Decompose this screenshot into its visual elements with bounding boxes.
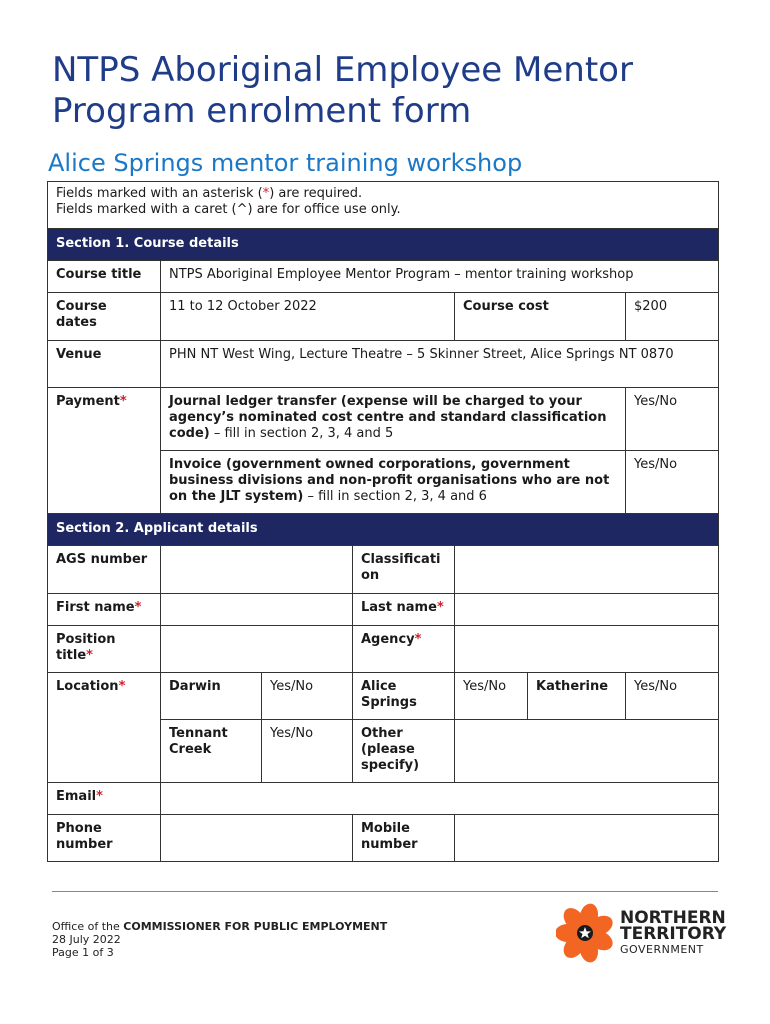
footer-date: 28 July 2022 [52,933,121,946]
agency-label: Agency* [353,626,455,673]
last-name-label: Last name* [353,594,455,626]
course-cost-label: Course cost [455,293,626,341]
ags-number-label: AGS number [48,546,161,594]
location-tennant-creek-yes-no[interactable]: Yes/No [262,720,353,783]
footer-office: Office of the COMMISSIONER FOR PUBLIC EMPLOYMENT [52,920,388,933]
office-use-note: Fields marked with a caret (^) are for office use only. [56,202,401,217]
payment-label: Payment* [48,388,161,514]
section-2-heading: Section 2. Applicant details [48,514,719,546]
venue-label: Venue [48,341,161,388]
mobile-number-field[interactable] [455,815,719,862]
logo-text-northern: NORTHERN [620,908,726,928]
location-other-label: Other (please specify) [353,720,455,783]
ags-number-field[interactable] [161,546,353,594]
location-tennant-creek-label: Tennant Creek [161,720,262,783]
location-alice-springs-label: Alice Springs [353,673,455,720]
course-title-value: NTPS Aboriginal Employee Mentor Program – mentor training workshop [161,261,719,293]
location-other-field[interactable] [455,720,719,783]
section-1-heading: Section 1. Course details [48,229,719,261]
payment-invoice-yes-no[interactable]: Yes/No [626,451,719,514]
footer-divider [52,891,718,892]
nt-government-logo [556,902,726,964]
course-cost-value: $200 [626,293,719,341]
position-title-field[interactable] [161,626,353,673]
logo-text-government: GOVERNMENT [620,943,704,956]
footer [52,920,387,959]
phone-number-field[interactable] [161,815,353,862]
footer-page-number: Page 1 of 3 [52,946,114,959]
classification-label: Classification [353,546,455,594]
location-alice-springs-yes-no[interactable]: Yes/No [455,673,528,720]
location-darwin-yes-no[interactable]: Yes/No [262,673,353,720]
enrolment-form-table [47,181,719,862]
phone-number-label: Phone number [48,815,161,862]
position-title-label: Position title* [48,626,161,673]
form-title: NTPS Aboriginal Employee Mentor Program enrolment form [52,50,633,131]
course-title-label: Course title [48,261,161,293]
agency-field[interactable] [455,626,719,673]
payment-option-invoice: Invoice (government owned corporations, government business divisions and non-profit organisations who are not on the JLT system) – fill in section 2, 3, 4 and 6 [161,451,626,514]
form-subtitle: Alice Springs mentor training workshop [48,149,523,177]
desert-rose-icon [556,902,616,964]
location-label: Location* [48,673,161,783]
last-name-field[interactable] [455,594,719,626]
classification-field[interactable] [455,546,719,594]
first-name-label: First name* [48,594,161,626]
course-dates-label: Course dates [48,293,161,341]
course-dates-value: 11 to 12 October 2022 [161,293,455,341]
location-darwin-label: Darwin [161,673,262,720]
email-field[interactable] [161,783,719,815]
required-fields-note: Fields marked with an asterisk (*) are required. Fields marked with a caret (^) are for office use only. [48,182,719,229]
payment-journal-yes-no[interactable]: Yes/No [626,388,719,451]
first-name-field[interactable] [161,594,353,626]
venue-value: PHN NT West Wing, Lecture Theatre – 5 Skinner Street, Alice Springs NT 0870 [161,341,719,388]
payment-option-journal: Journal ledger transfer (expense will be charged to your agency’s nominated cost centre and standard classification code) – fill in section 2, 3, 4 and 5 [161,388,626,451]
location-katherine-yes-no[interactable]: Yes/No [626,673,719,720]
location-katherine-label: Katherine [528,673,626,720]
logo-text-territory: TERRITORY [620,924,727,944]
email-label: Email* [48,783,161,815]
mobile-number-label: Mobile number [353,815,455,862]
